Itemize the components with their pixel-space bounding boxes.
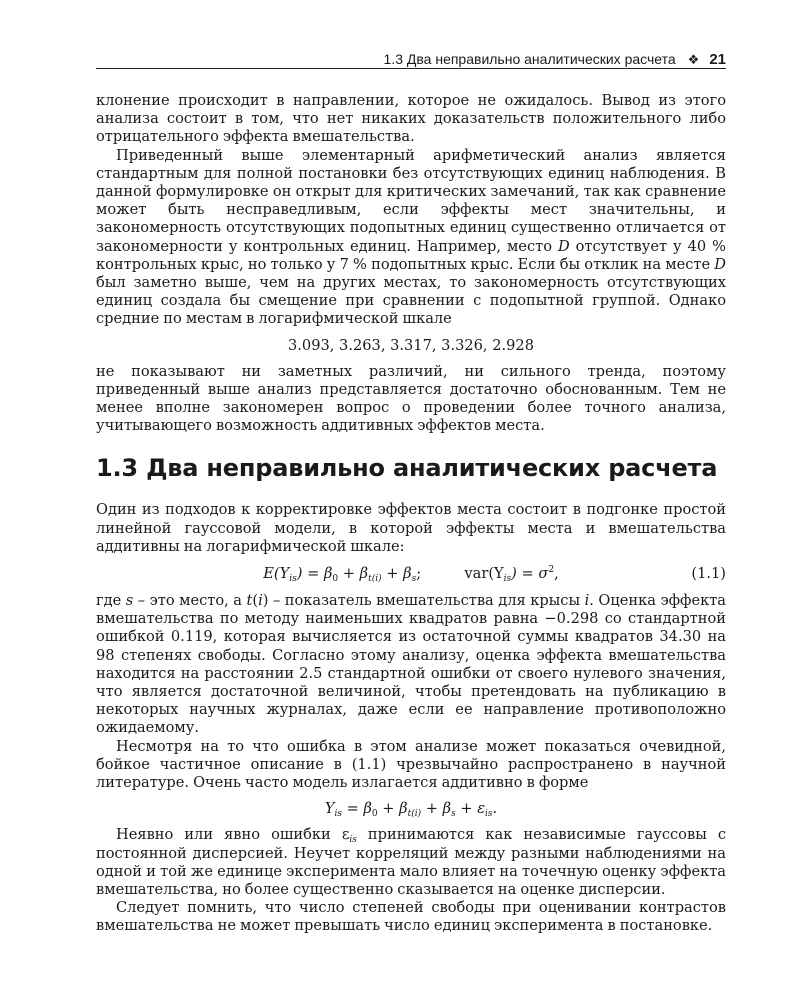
paragraph-site-means-conclusion: не показывают ни заметных различий, ни сильного тренда, поэтому приведенный выше анализ представляется достаточно обоснованным. Тем не менее вполне закономерен вопрос о проведении более точного анализа, учитывающего возможность аддитивных эффектов места. bbox=[96, 362, 726, 435]
page-body bbox=[96, 92, 726, 936]
equation-1-1: $E(Y_{is}) = \beta_0 + \beta_{t(i)} + \beta_s$; $var(Y_{is}) = \sigma^2$, (1.1) bbox=[263, 565, 726, 585]
running-header bbox=[96, 50, 726, 69]
running-title: 1.3 Два неправильно аналитических расчета bbox=[383, 51, 676, 67]
paragraph-continuation: клонение происходит в направлении, которое не ожидалось. Вывод из этого анализа состоит в том, что нет никаких доказательств положительного либо отрицательного эффекта вмешательства. bbox=[96, 92, 726, 146]
paragraph-model-intro: Один из подходов к корректировке эффектов места состоит в подгонке простой линейной гауссовой модели, в которой эффекты места и вмешательства аддитивны на логарифмической шкале: bbox=[96, 501, 726, 555]
section-heading: 1.3 Два неправильно аналитических расчета bbox=[96, 454, 718, 483]
paragraph-errors-independent: Неявно или явно ошибки $\varepsilon_{is}$ принимаются как независимые гауссовы с постоянной дисперсией. Неучет корреляций между разными наблюдениями на одной и той же единице эксперимента мало влияет на точечную оценку эффекта вмешательства, но более существенно сказывается на оценке дисперсии. bbox=[96, 826, 727, 898]
fleuron-icon: ❖ bbox=[687, 52, 700, 67]
paragraph-degrees-of-freedom: Следует помнить, что число степеней свободы при оценивании контрастов вмешательства не может превышать число единиц эксперимента в постановке. bbox=[96, 899, 726, 935]
site-label: D bbox=[714, 255, 726, 273]
page-number: 21 bbox=[709, 51, 726, 68]
equation-additive-model: $Y_{is} = \beta_0 + \beta_{t(i)} + \beta_s + \varepsilon_{is}$. bbox=[324, 800, 498, 820]
paragraph-arithmetic-analysis: Приведенный выше элементарный арифметический анализ является стандартным для полной постановки без отсутствующих единиц наблюдения. В данной формулировке он открыт для критических замечаний, так как сравнение может быть несправедливым, если эффекты мест значительны, и закономерность отсутствующих подопытных единиц существенно отличается от закономерности у контрольных единиц. Например, место D отсутствует у 40 % контрольных крыс, но только у 7 % подопытных крыс. Если бы отклик на месте D был заметно выше, чем на других местах, то закономерность отсутствующих единиц создала бы смещение при сравнении с подопытной группой. Однако средние по местам в логарифмической шкале bbox=[96, 146, 726, 328]
equation-number: (1.1) bbox=[691, 565, 726, 583]
paragraph-error-common: Несмотря на то что ошибка в этом анализе может показаться очевидной, бойкое частичное описание в (1.1) чрезвычайно распространено в научной литературе. Очень часто модель излагается аддитивно в форме bbox=[96, 737, 726, 792]
book-page bbox=[96, 0, 726, 1000]
site-label: D bbox=[557, 237, 570, 255]
paragraph-estimate: где s – это место, а t(i) – показатель вмешательства для крысы i. Оценка эффекта вмешательства по методу наименьших квадратов равна −0.298 со стандартной ошибкой 0.119, которая вычисляется из остаточной суммы квадратов 34.30 на 98 степенях свободы. Согласно этому анализу, оценка эффекта вмешательства находится на расстоянии 2.5 стандартной ошибки от своего нулевого значения, что является достаточной величиной, чтобы претендовать на публикацию в некоторых научных журналах, даже если ее направление противоположно ожидаемому. bbox=[96, 592, 726, 737]
site-means-display: 3.093, 3.263, 3.317, 3.326, 2.928 bbox=[287, 336, 534, 354]
